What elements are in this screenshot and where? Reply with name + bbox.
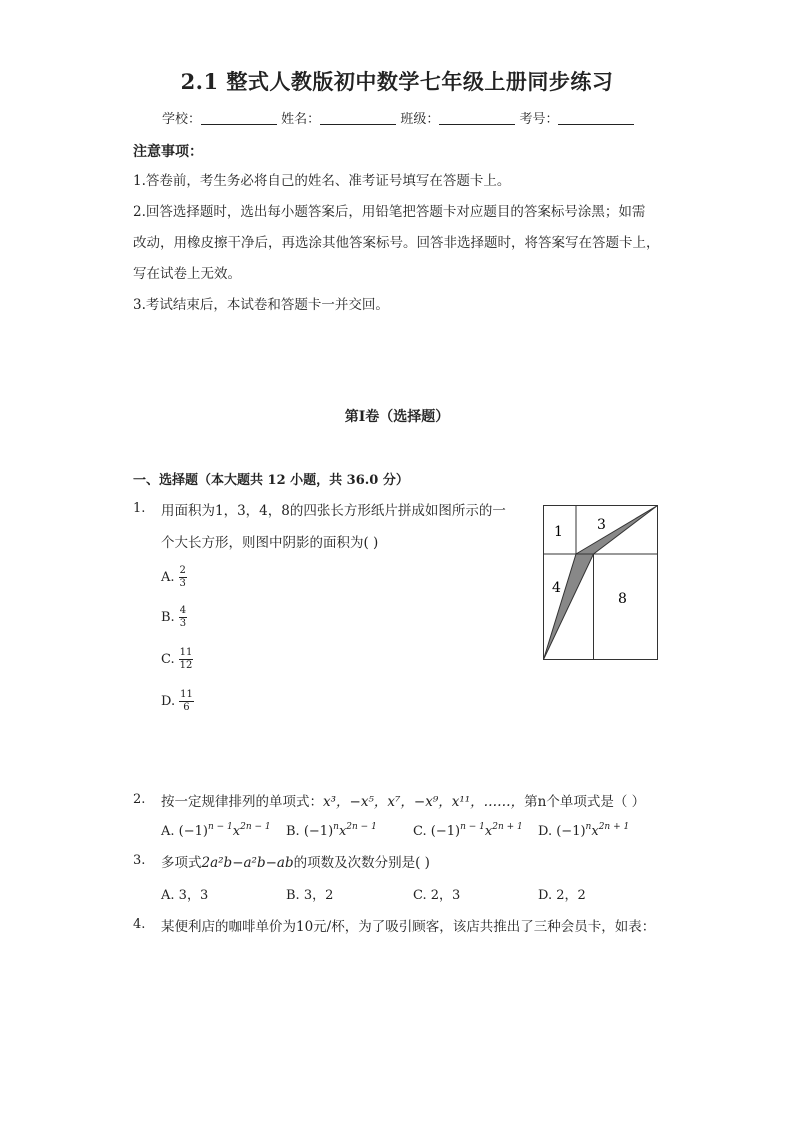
q3-expression: 2a²b−a²b−ab [201,855,294,871]
q2-option-a[interactable] [161,822,271,839]
q2-number: 2. [133,792,146,807]
option-value: 3，3 [178,888,209,903]
exponent: n − 1 [207,822,233,832]
base: (−1) [303,824,334,839]
number-blank [558,111,634,125]
numerator: 11 [180,689,193,700]
q3-text-post: 的项数及次数分别是( ) [293,855,430,871]
q3-text-pre: 多项式 [161,855,202,871]
shaded-triangle-top [576,506,658,555]
section-title: 第Ⅰ卷（选择题） [344,409,450,425]
page-title: 2.1 整式人教版初中数学七年级上册同步练习 [180,69,614,94]
denominator: 12 [179,660,193,671]
notice-item-2-line3: 写在试卷上无效。 [133,266,241,282]
exponent: 2n + 1 [598,822,630,832]
q2-terms: x³，−x⁵，x⁷，−x⁹，x¹¹，……， [323,794,525,810]
denominator: 3 [179,578,186,589]
label-area-8: 8 [618,591,627,607]
q2-text [161,790,645,810]
variable: x [232,824,241,839]
notice-item-2-line1: 2.回答选择题时，选出每小题答案后，用铅笔把答题卡对应题目的答案标号涂黑；如需 [133,204,646,220]
q3-option-b[interactable] [286,884,333,903]
q2-text-post: 第n个单项式是（ ） [524,794,646,810]
notice-item-3: 3.考试结束后，本试卷和答题卡一并交回。 [133,297,389,313]
fraction [179,690,194,713]
variable: x [338,824,347,839]
q4-text: 某便利店的咖啡单价为10元/杯，为了吸引顾客，该店共推出了三种会员卡，如表： [161,919,656,935]
option-value: 3，2 [303,888,334,903]
q3-text [161,851,430,871]
notice-item-1: 1.答卷前，考生务必将自己的姓名、准考证号填写在答题卡上。 [133,173,511,189]
option-value: 2，2 [556,888,586,903]
variable: x [591,824,599,839]
name-blank [320,111,396,125]
q1-number: 1. [133,501,146,516]
q1-text-line1: 用面积为1，3，4，8的四张长方形纸片拼成如图所示的一 [161,503,506,519]
option-label: A. [161,888,175,903]
variable: x [484,824,493,839]
option-label: C. [161,652,175,667]
q1-option-b[interactable] [161,606,187,629]
base: (−1) [430,824,461,839]
q3-number: 3. [133,853,146,868]
fraction [179,566,187,589]
q3-option-a[interactable] [161,884,208,903]
exponent: n − 1 [460,822,485,832]
number-label: 考号： [519,112,559,127]
school-blank [201,111,277,125]
notice-item-2-line2: 改动，用橡皮擦干净后，再选涂其他答案标号。回答非选择题时，将答案写在答题卡上， [133,235,660,251]
base: (−1) [556,824,586,839]
exponent: 2n + 1 [492,822,523,832]
option-label: B. [286,888,300,903]
q1-option-d[interactable] [161,690,194,713]
denominator: 6 [183,702,190,713]
q2-option-b[interactable] [286,822,377,839]
label-area-3: 3 [597,517,606,533]
option-label: A. [161,570,175,585]
q1-option-a[interactable] [161,566,187,589]
option-label: C. [413,888,427,903]
q2-option-d[interactable] [538,822,629,839]
fraction [179,606,187,629]
q2-option-c[interactable] [413,822,523,839]
option-label: B. [286,824,300,839]
exponent: n [585,822,592,832]
q1-rectangle-figure [540,502,662,664]
option-label: D. [538,888,553,903]
option-label: D. [161,694,176,709]
label-area-4: 4 [552,580,561,596]
student-info-line [162,108,634,127]
exponent: n [333,822,339,832]
class-blank [439,111,515,125]
q4-number: 4. [133,917,146,932]
label-area-1: 1 [554,524,563,540]
numerator: 2 [179,565,186,576]
base: (−1) [178,824,208,839]
option-label: C. [413,824,427,839]
shaded-triangle-bottom [544,554,594,660]
option-label: D. [538,824,553,839]
q1-text-line2: 个大长方形，则图中阴影的面积为( ) [161,535,379,551]
numerator: 11 [179,647,193,658]
class-label: 班级： [400,112,440,127]
name-label: 姓名： [281,112,321,127]
school-label: 学校： [162,112,202,127]
exponent: 2n − 1 [240,822,271,832]
q3-option-d[interactable] [538,884,586,903]
q1-option-c[interactable] [161,648,193,671]
fraction [179,648,194,671]
notice-heading: 注意事项： [133,144,203,160]
option-label: B. [161,610,175,625]
option-label: A. [161,824,175,839]
exponent: 2n − 1 [346,822,377,832]
part-heading: 一、选择题（本大题共 12 小题，共 36.0 分） [133,473,409,488]
denominator: 3 [179,618,187,629]
option-value: 2，3 [430,888,461,903]
numerator: 4 [179,605,187,616]
q2-text-pre: 按一定规律排列的单项式： [161,794,323,810]
q3-option-c[interactable] [413,884,460,903]
